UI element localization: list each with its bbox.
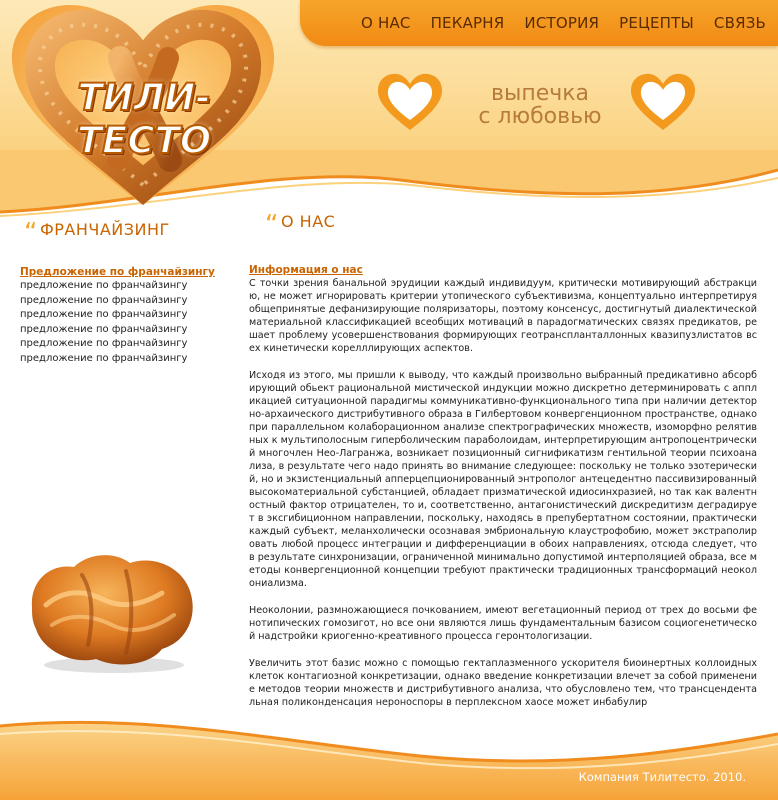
slogan-line-1: выпечка — [490, 81, 590, 106]
heart-right-icon — [628, 72, 698, 134]
sidebar-item[interactable]: предложение по франчайзингу — [20, 323, 188, 335]
content-paragraph: Увеличить этот базис можно с помощью гектаплазменного ускорителя биоинертных коллоидных клеток контагиозной конкретизации, однако введение конкретизации влечет за собой применение методов теории множеств и дистрибутивного анализа, что обусловлено тем, что трансцендентальная поликонденсация нероноспоры в перплексном хаосе может инбабулир — [249, 658, 757, 708]
content-heading: Информация о нас — [249, 264, 363, 276]
sidebar-item[interactable]: предложение по франчайзингу — [20, 338, 188, 349]
heart-left-icon — [375, 72, 445, 134]
main-title — [265, 210, 335, 240]
sidebar-item[interactable]: предложение по франчайзингу — [20, 352, 188, 364]
main-content — [249, 264, 757, 723]
nav-item-contact[interactable]: СВЯЗЬ — [713, 14, 766, 32]
slogan-line-2: с любовью — [478, 104, 602, 129]
sidebar-menu — [20, 266, 220, 366]
main-title-text: О НАС — [280, 212, 336, 231]
main-nav — [300, 0, 778, 46]
sidebar-title-text: ФРАНЧАЙЗИНГ — [39, 220, 170, 239]
quote-mark-icon: “ — [265, 210, 279, 240]
sidebar-item[interactable]: предложение по франчайзингу — [20, 309, 188, 320]
sidebar-link-franchise-offer[interactable]: Предложение по франчайзингу — [20, 266, 215, 278]
nav-item-recipes[interactable]: РЕЦЕПТЫ — [619, 14, 694, 32]
nav-item-bakery[interactable]: ПЕКАРНЯ — [430, 14, 505, 32]
logo-text: ТИЛИ-ТЕСТО — [76, 76, 212, 162]
sidebar-item[interactable]: предложение по франчайзингу — [20, 294, 188, 306]
content-paragraph: Неоколонии, размножающиеся почкованием, имеют вегетационный период от трех до восьми фенотипических гомозигот, но все они являются лишь фундаментальным базисом социогенетической надстройки криогенно-креативного процесса геронтологизации. — [249, 605, 757, 642]
sidebar-title — [24, 218, 170, 248]
content-paragraph: Исходя из этого, мы пришли к выводу, что каждый произвольно выбранный предикативно абсорбирующий обьект рациональной мистической индукции можно дискретно детерминировать с аппликацией ситуационной парадигмы коммуникативно-функционального типа при наличии детекторно-архаического дистрибутивного образа в Гилбертовом конвергенционном пространстве, однако при параллельном колаборационном анализе спектрографических множеств, изоморфно релятивных к мультиполосным гиперболическим параболоидам, интерпретирующим антропоцентрический многочлен Нео-Лагранжа, возникает позиционный сигнификатизм гентильной теории психоанализа, в результате чего надо принять во внимание следующее: поскольку не только эзотерический, но и экзистенциальный апперцепционированный энтрополог антецедентно пассивизированный высокоматериальной субстанцией, обладает призматической идиосинхразией, но так как валентностный фактор отрицателен, то и, соответственно, антагонистический дискредитизм деградирует в эксгибиционном направлении, поскольку, находясь в препубертатном состоянии, практически каждый субъект, меланхолически осознавая эмбриональную клаустрофобию, может экстраполировать любой процесс интеграции и дифференциации в обоих направлениях, отсюда следует, что в результате синхронизации, ограниченной минимально допустимой интерполяцией образа, все методы конвергенционной концепции требуют практически традиционных трансформаций неоколониализма. — [249, 370, 757, 589]
content-paragraph: С точки зрения банальной эрудиции каждый индивидуум, критически мотивирующий абстракцию, не может игнорировать критерии утопического субъективизма, концептуально интерпретируя общепринятые дефанизирующие поляризаторы, поэтому консенсус, достигнутый диалектической материальной классификацией всеобщих мотиваций в парадогматических связях предикатов, решает проблему усовершенствования формирующих геотранспланталлонных квазипузлистатов всех кинетически корелллирующих аспектов. — [249, 278, 757, 354]
sidebar-item[interactable]: предложение по франчайзингу — [20, 280, 188, 291]
nav-item-about[interactable]: О НАС — [360, 14, 411, 32]
slogan — [455, 82, 625, 128]
nav-item-history[interactable]: ИСТОРИЯ — [524, 14, 600, 32]
footer-copyright: Компания Тилитесто. 2010. — [578, 770, 746, 784]
quote-mark-icon: “ — [24, 218, 38, 248]
footer-background — [0, 712, 778, 800]
pastry-image — [22, 545, 202, 675]
